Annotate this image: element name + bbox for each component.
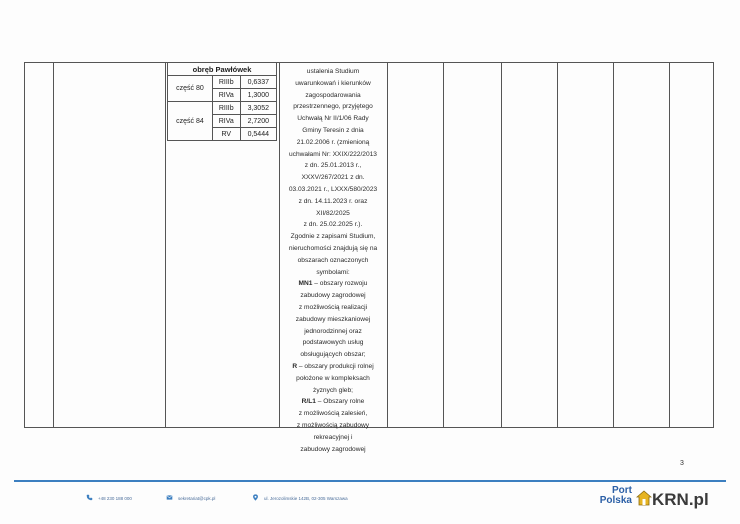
r-first-line [280, 361, 386, 373]
description-line: jednorodzinnej oraz [304, 327, 362, 335]
description-line: z możliwością zalesień, [298, 410, 368, 418]
description-line: obszarach oznaczonych [297, 256, 369, 264]
description-line: przestrzennego, przyjętego [293, 103, 373, 111]
description-line: XXXV/267/2021 z dn. [301, 174, 365, 182]
column-divider [165, 63, 166, 427]
krn-watermark: KRN.pl [652, 490, 709, 509]
description-line: położone w kompleksach [296, 374, 370, 382]
description-line: 21.02.2006 r. (zmienioną [296, 138, 370, 146]
r-symbol: R [292, 362, 298, 370]
column-divider [387, 63, 388, 427]
footer-address: ul. Jerozolimskie 142B, 02-305 Warszawa [264, 496, 348, 501]
column-divider [501, 63, 502, 427]
mn1-symbol: MN1 [298, 280, 313, 288]
column-divider [613, 63, 614, 427]
description-line: XII/82/2025 [316, 209, 350, 217]
study-description [280, 66, 386, 455]
description-line: rekreacyjnej i [313, 433, 353, 441]
land-table-header: obręb Pawłówek [168, 63, 277, 76]
mn1-text: – obszary rozwoju [312, 280, 368, 288]
mn1-text-block [280, 290, 386, 361]
description-line: Gminy Teresin z dnia [302, 126, 364, 134]
description-line: 03.03.2021 r., LXXX/580/2023 [288, 185, 378, 193]
footer-phone: +48 230 188 000 [98, 496, 132, 501]
r-text-block [280, 373, 386, 397]
r-text: – obszary produkcji rolnej [297, 362, 374, 370]
area-value: 0,5444 [240, 128, 276, 141]
description-line: Uchwałą Nr II/1/06 Rady [297, 115, 369, 123]
house-icon [636, 490, 652, 506]
rl1-first-line [280, 396, 386, 408]
logo-line: Polska [599, 495, 632, 506]
footer-email: sekretariat@cpk.pl [178, 496, 216, 501]
soil-class: RV [212, 128, 240, 141]
area-value: 1,3000 [240, 89, 276, 102]
description-line: z możliwością zabudowy [296, 421, 370, 429]
soil-class: RIIIb [212, 102, 240, 115]
description-line: zabudowy zagrodowej [300, 292, 366, 300]
description-line: zabudowy zagrodowej [300, 445, 366, 453]
mail-icon [166, 494, 173, 501]
description-line: uchwałami Nr: XXIX/222/2013 [289, 150, 377, 158]
phone-icon [86, 494, 93, 501]
rl1-text: – Obszary rolne [315, 398, 365, 406]
description-line: Zgodnie z zapisami Studium, [290, 233, 376, 241]
land-parcel-table [167, 62, 277, 141]
description-line: uwarunkowań i kierunków [295, 79, 371, 87]
parcel-part: część 80 [168, 76, 213, 102]
column-divider [669, 63, 670, 427]
footer-rule [14, 480, 726, 482]
area-value: 0,6337 [240, 76, 276, 89]
rl1-symbol: R/L1 [301, 398, 316, 406]
soil-class: RIVa [212, 89, 240, 102]
column-divider [443, 63, 444, 427]
area-value: 3,3052 [240, 102, 276, 115]
description-line: z dn. 25.01.2013 r., [304, 162, 362, 170]
logo-line: Port [612, 485, 632, 496]
description-line: z możliwością realizacji [298, 303, 368, 311]
description-line: symbolami: [316, 268, 350, 276]
mn1-first-line [280, 278, 386, 290]
soil-class: RIIIb [212, 76, 240, 89]
study-text-block [280, 66, 386, 278]
area-value: 2,7200 [240, 115, 276, 128]
column-divider [557, 63, 558, 427]
location-pin-icon [252, 494, 259, 501]
page-number: 3 [680, 460, 684, 467]
description-line: nieruchomości znajdują się na [288, 244, 378, 252]
column-divider [53, 63, 54, 427]
description-line: zabudowy mieszkaniowej [295, 315, 371, 323]
description-line: obsługujących obszar; [300, 351, 366, 359]
description-line: ustalenia Studium [306, 68, 360, 75]
port-polska-logo [588, 486, 632, 506]
rl1-text-block [280, 408, 386, 455]
description-line: z dn. 14.11.2023 r. oraz [298, 197, 368, 205]
description-line: zagospodarowania [305, 91, 361, 99]
description-line: podstawowych usług [302, 339, 364, 347]
description-line: z dn. 25.02.2025 r.). [303, 221, 363, 229]
parcel-part: część 84 [168, 102, 213, 141]
soil-class: RIVa [212, 115, 240, 128]
description-line: żyznych gleb; [313, 386, 353, 394]
